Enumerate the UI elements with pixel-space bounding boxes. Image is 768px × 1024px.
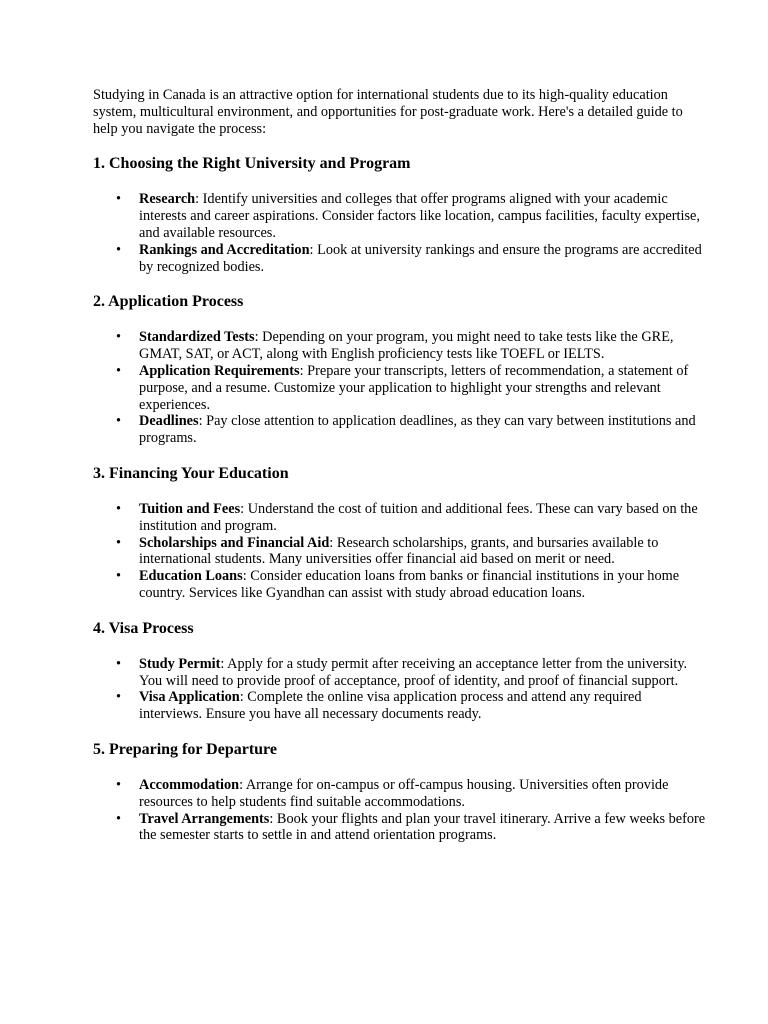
bullet-term: Application Requirements — [139, 362, 300, 379]
bullet-list — [93, 656, 708, 723]
bullet-icon: • — [116, 689, 122, 706]
list-item — [93, 535, 708, 569]
bullet-term: Standardized Tests — [139, 329, 255, 346]
list-item — [93, 777, 708, 811]
bullet-icon: • — [116, 241, 122, 258]
bullet-icon: • — [116, 568, 122, 585]
bullet-icon: • — [116, 500, 122, 517]
list-item — [93, 363, 708, 413]
bullet-list — [93, 329, 708, 447]
bullet-text: : Complete the online visa application process and attend any required interviews. Ensure you have all necessary documents ready. — [139, 689, 642, 723]
section-heading: 4. Visa Process — [93, 619, 194, 637]
bullet-text: : Pay close attention to application deadlines, as they can vary between institutions and programs. — [139, 413, 696, 447]
list-item — [93, 329, 708, 363]
section-financing — [93, 464, 708, 602]
list-item — [93, 191, 708, 241]
section-application-process — [93, 292, 708, 447]
bullet-icon: • — [116, 191, 122, 208]
list-item — [93, 811, 708, 845]
section-visa-process — [93, 619, 708, 723]
bullet-icon: • — [116, 534, 122, 551]
bullet-list — [93, 501, 708, 602]
bullet-text: : Understand the cost of tuition and additional fees. These can vary based on the institution and program. — [139, 500, 698, 534]
bullet-text: : Book your flights and plan your travel itinerary. Arrive a few weeks before the semester starts to settle in and attend orientation programs. — [139, 810, 706, 844]
bullet-term: Education Loans — [139, 568, 243, 585]
bullet-term: Study Permit — [139, 655, 221, 672]
list-item — [93, 242, 708, 276]
bullet-text: : Arrange for on-campus or off-campus housing. Universities often provide resources to help students find suitable accommodations. — [139, 776, 669, 810]
bullet-term: Accommodation — [139, 776, 240, 793]
list-item — [93, 568, 708, 602]
bullet-text: : Consider education loans from banks or financial institutions in your home country. Services like Gyandhan can assist with study abroad education loans. — [139, 568, 680, 601]
section-heading: 5. Preparing for Departure — [93, 740, 277, 758]
list-item — [93, 501, 708, 535]
bullet-icon: • — [116, 362, 122, 379]
bullet-icon: • — [116, 776, 122, 793]
bullet-list — [93, 777, 708, 844]
bullet-term: Research — [139, 191, 196, 208]
bullet-text: : Prepare your transcripts, letters of recommendation, a statement of purpose, and a resume. Customize your application to highlight your strengths and relevant experiences. — [139, 362, 689, 413]
intro-paragraph: Studying in Canada is an attractive option for international students due to its high-quality education system, multicultural environment, and opportunities for post-graduate work. Here's a detailed guide to help you navigate the process: — [93, 87, 683, 137]
list-item — [93, 689, 708, 723]
list-item — [93, 413, 708, 447]
section-choosing-university — [93, 154, 708, 275]
bullet-icon: • — [116, 329, 122, 346]
bullet-icon: • — [116, 413, 122, 430]
bullet-term: Tuition and Fees — [139, 500, 241, 517]
bullet-icon: • — [116, 810, 122, 827]
bullet-term: Rankings and Accreditation — [139, 241, 310, 258]
bullet-text: : Identify universities and colleges that offer programs aligned with your academic interests and career aspirations. Consider factors like location, campus facilities, faculty expertise, and available resources. — [139, 191, 700, 241]
bullet-text: : Research scholarships, grants, and bursaries available to international students. Many universities offer financial aid based on merit or need. — [139, 534, 659, 568]
bullet-term: Visa Application — [139, 689, 240, 706]
section-heading: 2. Application Process — [93, 293, 244, 311]
section-preparing-departure — [93, 740, 708, 844]
bullet-icon: • — [116, 655, 122, 672]
section-heading: 1. Choosing the Right University and Program — [93, 155, 411, 173]
bullet-term: Travel Arrangements — [139, 810, 270, 827]
bullet-text: : Depending on your program, you might need to take tests like the GRE, GMAT, SAT, or ACT, along with English proficiency tests like TOEFL or IELTS. — [139, 329, 674, 363]
bullet-text: : Look at university rankings and ensure the programs are accredited by recognized bodies. — [139, 241, 702, 275]
bullet-text: : Apply for a study permit after receiving an acceptance letter from the university. You will need to provide proof of acceptance, proof of identity, and proof of financial support. — [139, 655, 688, 689]
list-item — [93, 656, 708, 690]
bullet-term: Deadlines — [139, 413, 199, 430]
bullet-term: Scholarships and Financial Aid — [139, 534, 330, 551]
bullet-list — [93, 191, 708, 275]
section-heading: 3. Financing Your Education — [93, 464, 289, 482]
